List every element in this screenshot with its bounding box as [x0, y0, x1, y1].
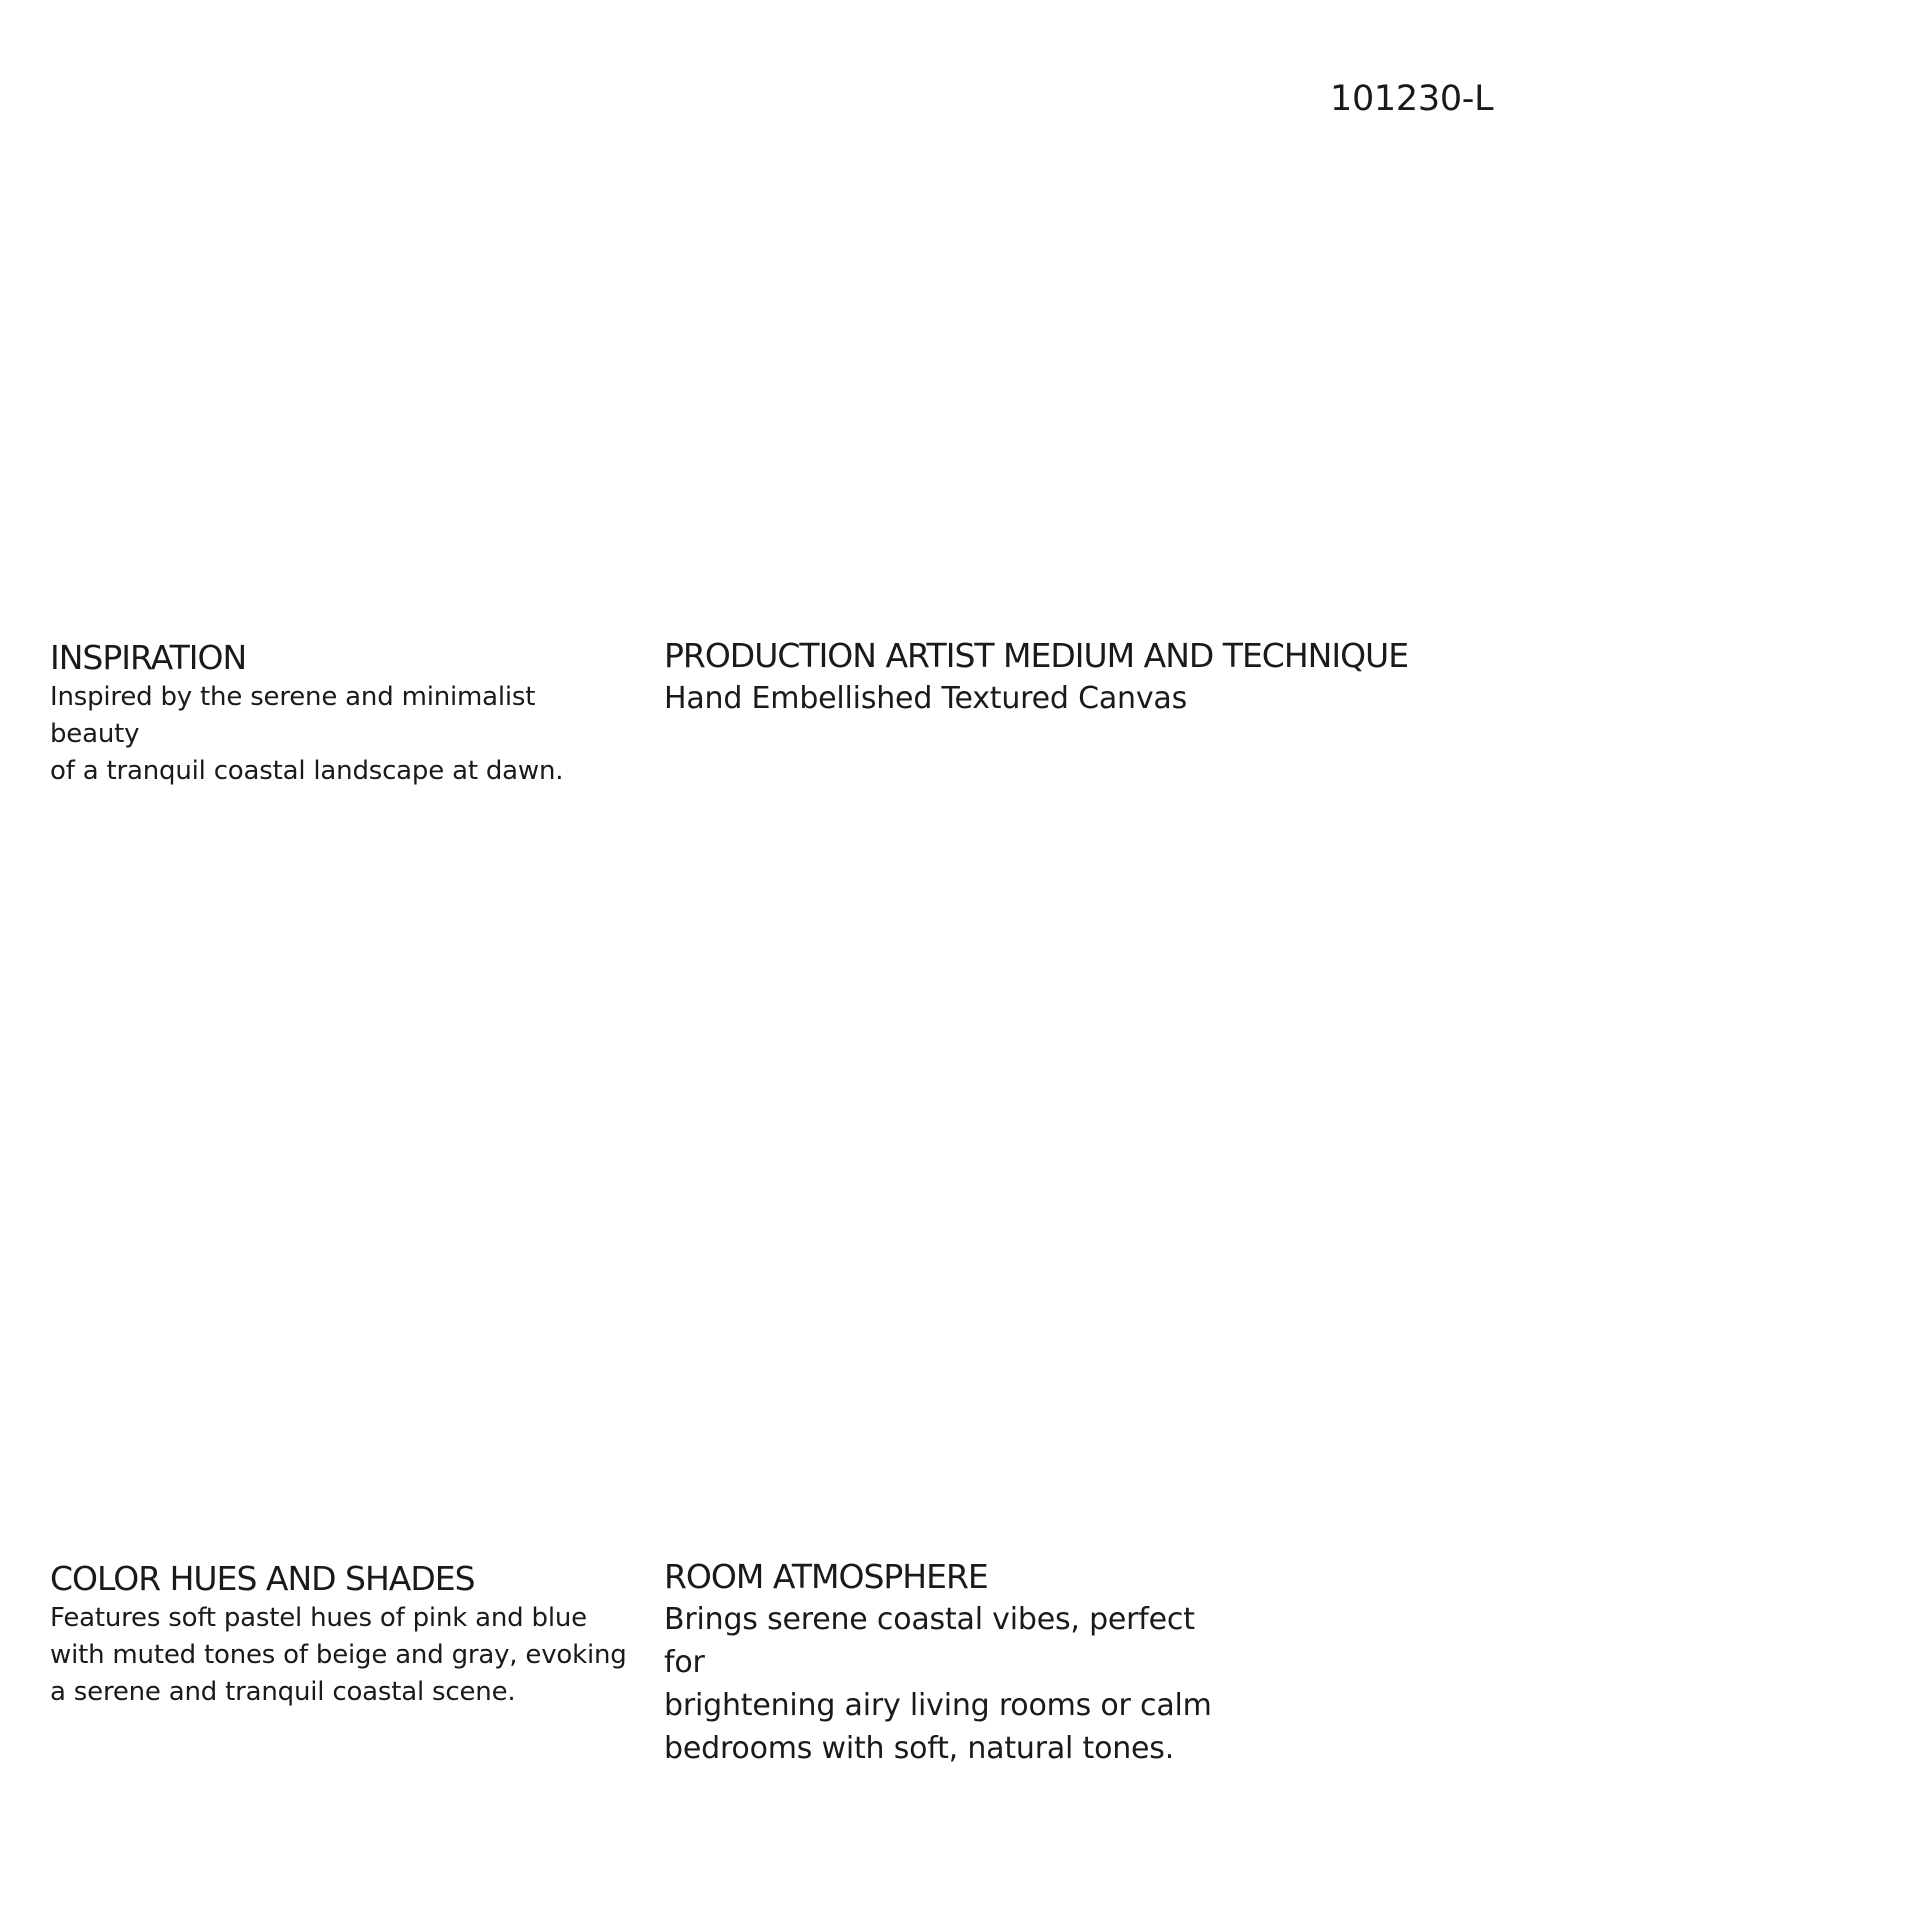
- atmosphere-text: [664, 1598, 1244, 1770]
- medium-heading: PRODUCTION ARTIST MEDIUM AND TECHNIQUE: [664, 636, 1409, 675]
- color-section: [50, 1558, 630, 1711]
- inspiration-line: Inspired by the serene and minimalist beauty: [50, 682, 536, 749]
- inspiration-line: of a tranquil coastal landscape at dawn.: [50, 756, 564, 786]
- color-heading: COLOR HUES AND SHADES: [50, 1559, 475, 1598]
- atmosphere-line: Brings serene coastal vibes, perfect for: [664, 1602, 1195, 1680]
- color-line: with muted tones of beige and gray, evoking: [50, 1640, 627, 1670]
- inspiration-section: [50, 637, 630, 790]
- medium-text: Hand Embellished Textured Canvas: [664, 681, 1188, 716]
- product-code: 101230-L: [1330, 79, 1494, 119]
- medium-section: [664, 635, 1664, 720]
- atmosphere-section: [664, 1556, 1244, 1770]
- atmosphere-line: bedrooms with soft, natural tones.: [664, 1731, 1175, 1766]
- inspiration-text: [50, 679, 630, 790]
- atmosphere-heading: ROOM ATMOSPHERE: [664, 1557, 988, 1596]
- atmosphere-line: brightening airy living rooms or calm: [664, 1688, 1212, 1723]
- inspiration-heading: INSPIRATION: [50, 638, 247, 677]
- color-line: a serene and tranquil coastal scene.: [50, 1677, 516, 1707]
- color-line: Features soft pastel hues of pink and blue: [50, 1603, 587, 1633]
- color-text: [50, 1600, 630, 1711]
